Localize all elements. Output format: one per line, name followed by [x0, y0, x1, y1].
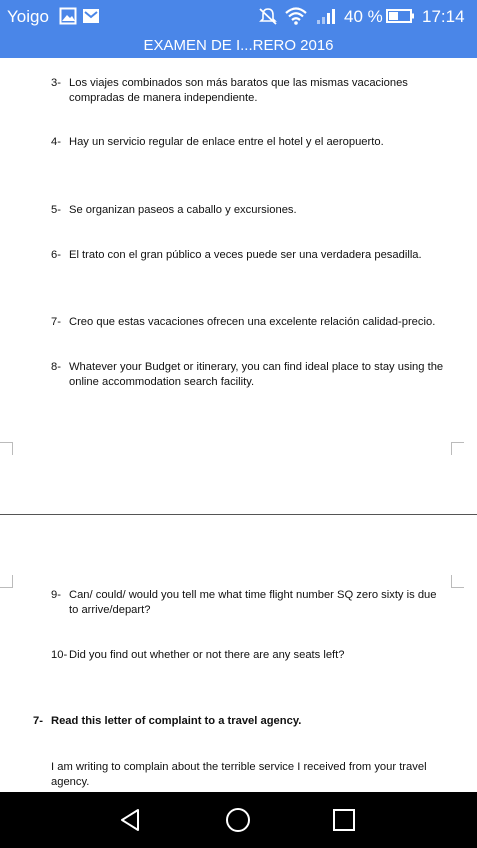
section-number: 7- [33, 715, 43, 727]
item-number: 7- [51, 316, 61, 328]
signal-icon [316, 7, 338, 25]
page-break [0, 514, 477, 515]
item-number: 3- [51, 77, 61, 89]
letter-line: I am writing to complain about the terrible service I received from your travel [51, 761, 427, 773]
mute-icon [258, 7, 278, 25]
item-number: 6- [51, 249, 61, 261]
document-title-bar [0, 34, 477, 58]
item-number: 8- [51, 361, 61, 373]
page-corner-mark [451, 442, 464, 455]
wifi-icon [284, 7, 308, 25]
item-text-line: online accommodation search facility. [69, 376, 255, 388]
page-corner-mark [451, 575, 464, 588]
item-text-line: compradas de manera independiente. [69, 92, 258, 104]
item-text-line: Did you find out whether or not there are any seats left? [69, 649, 345, 661]
status-bar [0, 0, 477, 34]
home-icon[interactable] [224, 806, 252, 834]
letter-line: agency. [51, 776, 90, 788]
battery-icon [386, 7, 416, 25]
document-viewer[interactable] [0, 58, 477, 792]
item-text-line: Hay un servicio regular de enlace entre el hotel y el aeropuerto. [69, 136, 384, 148]
mail-icon [82, 7, 100, 25]
item-text-line: Whatever your Budget or itinerary, you can find ideal place to stay using the [69, 361, 444, 373]
page-corner-mark [0, 575, 13, 588]
page-corner-mark [0, 442, 13, 455]
section-title: Read this letter of complaint to a travel agency. [51, 715, 302, 727]
clock: 17:14 [422, 7, 465, 26]
document-title: EXAMEN DE I...RERO 2016 [143, 37, 334, 54]
item-text-line: El trato con el gran público a veces puede ser una verdadera pesadilla. [69, 249, 422, 261]
back-icon[interactable] [117, 806, 145, 834]
navigation-bar [0, 792, 477, 848]
carrier-name: Yoigo [7, 7, 49, 26]
image-icon [59, 7, 77, 25]
item-text-line: Creo que estas vacaciones ofrecen una excelente relación calidad-precio. [69, 316, 436, 328]
item-text-line: to arrive/depart? [69, 604, 151, 616]
battery-percent: 40 % [344, 7, 383, 26]
item-number: 4- [51, 136, 61, 148]
item-text-line: Can/ could/ would you tell me what time flight number SQ zero sixty is due [69, 589, 437, 601]
item-text-line: Se organizan paseos a caballo y excursiones. [69, 204, 297, 216]
item-text-line: Los viajes combinados son más baratos que las mismas vacaciones [69, 77, 408, 89]
item-number: 5- [51, 204, 61, 216]
item-number: 9- [51, 589, 61, 601]
item-number: 10- [51, 649, 68, 661]
recents-icon[interactable] [330, 806, 358, 834]
